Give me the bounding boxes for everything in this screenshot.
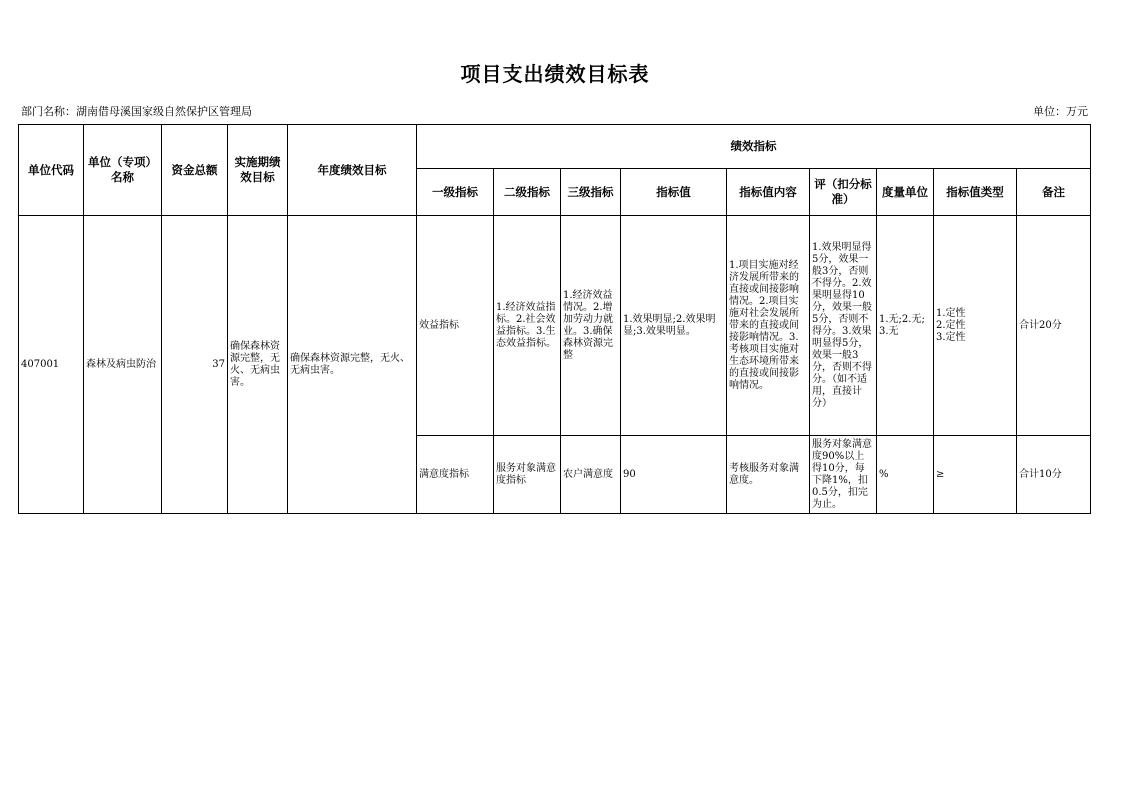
cell-value: 90 bbox=[621, 436, 727, 514]
cell-value: 1.效果明显;2.效果明显;3.效果明显。 bbox=[621, 216, 727, 436]
cell-value-type: 1.定性 2.定性 3.定性 bbox=[934, 216, 1017, 436]
cell-scoring: 服务对象满意度90%以上得10分，每下降1%，扣0.5分，扣完为止。 bbox=[810, 436, 877, 514]
cell-level3: 1.经济效益情况。2.增加劳动力就业。3.确保森林资源完整 bbox=[561, 216, 621, 436]
currency-unit: 单位：万元 bbox=[1033, 105, 1088, 118]
page-title: 项目支出绩效目标表 bbox=[460, 62, 650, 86]
header-content: 指标值内容 bbox=[727, 169, 810, 216]
header-period-goal: 实施期绩效目标 bbox=[228, 125, 288, 216]
header-total-funds: 资金总额 bbox=[162, 125, 228, 216]
cell-unit-code: 407001 bbox=[19, 216, 84, 514]
header-level2: 二级指标 bbox=[494, 169, 561, 216]
cell-value-type: ≥ bbox=[934, 436, 1017, 514]
cell-remarks: 合计20分 bbox=[1017, 216, 1091, 436]
cell-measure-unit: % bbox=[877, 436, 934, 514]
cell-content: 1.项目实施对经济发展所带来的直接或间接影响情况。2.项目实施对社会发展所带来的直接或间接影响情况。3.考核项目实施对生态环境所带来的直接或间接影响情况。 bbox=[727, 216, 810, 436]
table-row bbox=[19, 216, 1091, 436]
header-annual-goal: 年度绩效目标 bbox=[288, 125, 417, 216]
cell-level1: 满意度指标 bbox=[417, 436, 494, 514]
cell-level2: 服务对象满意度指标 bbox=[494, 436, 561, 514]
header-unit-code: 单位代码 bbox=[19, 125, 84, 216]
header-value-type: 指标值类型 bbox=[934, 169, 1017, 216]
cell-measure-unit: 1.无;2.无;3.无 bbox=[877, 216, 934, 436]
header-remarks: 备注 bbox=[1017, 169, 1091, 216]
performance-table bbox=[18, 124, 1091, 514]
cell-remarks: 合计10分 bbox=[1017, 436, 1091, 514]
header-row-1 bbox=[19, 125, 1091, 169]
cell-scoring: 1.效果明显得5分，效果一般3分，否则不得分。2.效果明显得10分，效果一般5分，否则不得分。3.效果明显得5分，效果一般3分，否则不得分。（如不适用，直接计分） bbox=[810, 216, 877, 436]
header-unit-name: 单位（专项）名称 bbox=[84, 125, 162, 216]
header-level1: 一级指标 bbox=[417, 169, 494, 216]
department-name: 部门名称：湖南借母溪国家级自然保护区管理局 bbox=[21, 105, 252, 118]
cell-level3: 农户满意度 bbox=[561, 436, 621, 514]
header-level3: 三级指标 bbox=[561, 169, 621, 216]
cell-content: 考核服务对象满意度。 bbox=[727, 436, 810, 514]
cell-period-goal: 确保森林资源完整，无火、无病虫害。 bbox=[228, 216, 288, 514]
cell-unit-name: 森林及病虫防治 bbox=[84, 216, 162, 514]
cell-level1: 效益指标 bbox=[417, 216, 494, 436]
header-scoring: 评（扣分标准） bbox=[810, 169, 877, 216]
cell-annual-goal: 确保森林资源完整，无火、无病虫害。 bbox=[288, 216, 417, 514]
cell-level2: 1.经济效益指标。2.社会效益指标。3.生态效益指标。 bbox=[494, 216, 561, 436]
cell-total-funds: 37 bbox=[162, 216, 228, 514]
header-value: 指标值 bbox=[621, 169, 727, 216]
header-measure-unit: 度量单位 bbox=[877, 169, 934, 216]
header-indicators: 绩效指标 bbox=[417, 125, 1091, 169]
